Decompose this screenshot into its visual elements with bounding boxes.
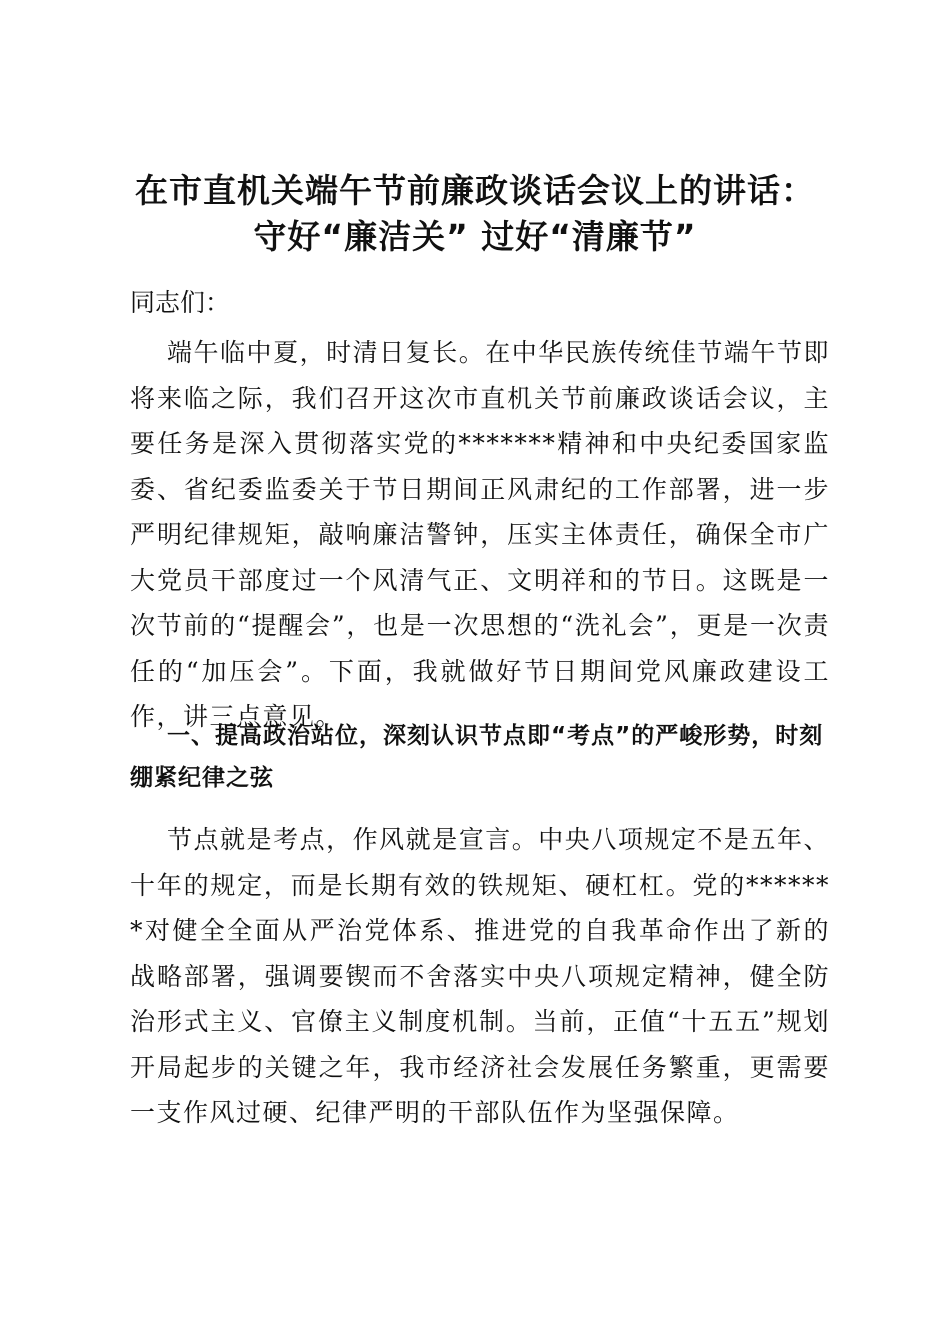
section-heading-1: 一、提高政治站位，深刻认识节点即“考点”的严峻形势，时刻绷紧纪律之弦: [130, 723, 824, 791]
title-line-1: 在市直机关端午节前廉政谈话会议上的讲话：: [135, 171, 815, 210]
body-paragraph-2: 节点就是考点，作风就是宣言。中央八项规定不是五年、十年的规定，而是长期有效的铁规矩、硬杠杠。党的*******对健全全面从严治党体系、推进党的自我革命作出了新的战略部署，强调要锲而不舍落实中央八项规定精神，健全防治形式主义、官僚主义制度机制。当前，正值“十五五”规划开局起步的关键之年，我市经济社会发展任务繁重，更需要一支作风过硬、纪律严明的干部队伍作为坚强保障。: [130, 825, 830, 1127]
body-paragraph-1: 端午临中夏，时清日复长。在中华民族传统佳节端午节即将来临之际，我们召开这次市直机关节前廉政谈话会议，主要任务是深入贯彻落实党的*******精神和中央纪委国家监委、省纪委监委关于节日期间正风肃纪的工作部署，进一步严明纪律规矩，敲响廉洁警钟，压实主体责任，确保全市广大党员干部度过一个风清气正、文明祥和的节日。这既是一次节前的“提醒会”，也是一次思想的“洗礼会”，更是一次责任的“加压会”。下面，我就做好节日期间党风廉政建设工作，讲三点意见。: [130, 338, 830, 731]
document-title: [100, 168, 850, 260]
title-line-2: 守好“廉洁关” 过好“清廉节”: [253, 217, 697, 256]
salutation: 同志们：: [130, 288, 231, 317]
